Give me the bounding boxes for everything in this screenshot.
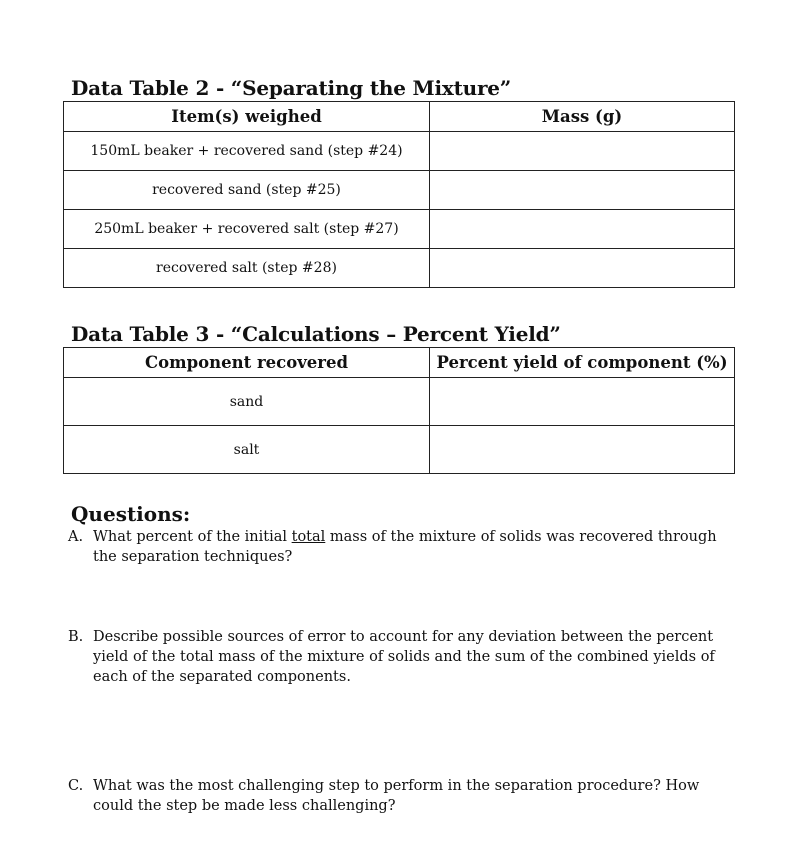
table-row <box>64 210 735 249</box>
table-header-row <box>64 102 735 132</box>
table-row <box>64 378 735 426</box>
question-b <box>68 627 740 687</box>
question-text <box>93 527 740 567</box>
mass-input-cell[interactable] <box>430 132 735 171</box>
column-header-mass: Mass (g) <box>430 102 735 132</box>
question-text: What was the most challenging step to perform in the separation procedure? How could the step be made less challenging? <box>93 778 700 814</box>
underlined-word: total <box>291 529 326 545</box>
question-letter: B. <box>68 629 84 645</box>
data-table-3-title: Data Table 3 - “Calculations – Percent Yield” <box>71 322 561 346</box>
question-text: Describe possible sources of error to account for any deviation between the percent yield of the total mass of the mixture of solids and the sum of the combined yields of each of the separated components. <box>93 629 715 685</box>
question-letter: A. <box>68 529 84 545</box>
item-cell: 250mL beaker + recovered salt (step #27) <box>64 210 430 249</box>
table-header-row <box>64 348 735 378</box>
table-row <box>64 132 735 171</box>
component-cell: sand <box>64 378 430 426</box>
item-cell: recovered salt (step #28) <box>64 249 430 288</box>
question-c <box>68 776 740 816</box>
table-row <box>64 426 735 474</box>
column-header-percent-yield: Percent yield of component (%) <box>430 348 735 378</box>
mass-input-cell[interactable] <box>430 210 735 249</box>
item-cell: recovered sand (step #25) <box>64 171 430 210</box>
data-table-2 <box>63 101 735 288</box>
question-text-part: What percent of the initial <box>93 529 292 545</box>
question-a <box>68 527 740 567</box>
item-cell: 150mL beaker + recovered sand (step #24) <box>64 132 430 171</box>
table-row <box>64 171 735 210</box>
component-cell: salt <box>64 426 430 474</box>
question-letter: C. <box>68 778 84 794</box>
mass-input-cell[interactable] <box>430 249 735 288</box>
data-table-2-title: Data Table 2 - “Separating the Mixture” <box>71 76 512 100</box>
column-header-items: Item(s) weighed <box>64 102 430 132</box>
mass-input-cell[interactable] <box>430 171 735 210</box>
question-text-part: mass of the mixture of solids was recovered through the separation techniques? <box>93 529 717 565</box>
questions-heading: Questions: <box>71 502 191 526</box>
yield-input-cell[interactable] <box>430 426 735 474</box>
table-row <box>64 249 735 288</box>
column-header-component: Component recovered <box>64 348 430 378</box>
data-table-3 <box>63 347 735 474</box>
yield-input-cell[interactable] <box>430 378 735 426</box>
